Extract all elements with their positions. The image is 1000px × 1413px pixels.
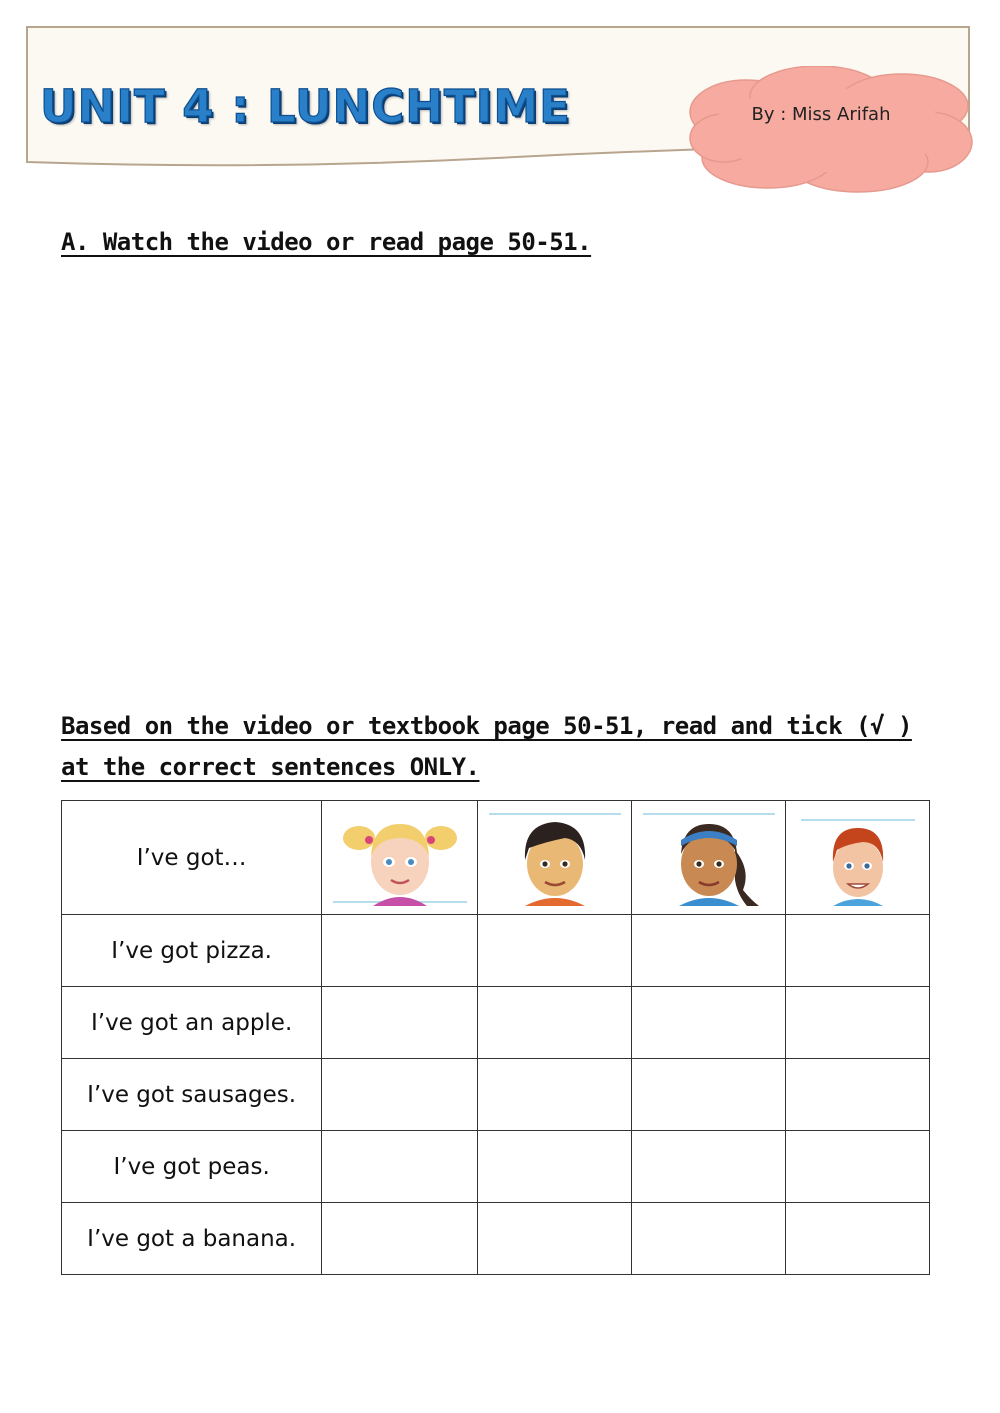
unit-title: UNIT 4 : LUNCHTIME — [40, 80, 571, 133]
girl-headband-braid-icon — [639, 810, 779, 906]
cloud-shape — [688, 66, 974, 194]
tick-box[interactable] — [632, 1203, 786, 1275]
header-label: I’ve got… — [62, 801, 322, 915]
author-label: By : Miss Arifah — [751, 104, 891, 125]
character-cell — [478, 801, 632, 915]
character-cell — [322, 801, 478, 915]
tick-box[interactable] — [786, 987, 930, 1059]
tick-box[interactable] — [632, 1131, 786, 1203]
character-cell — [786, 801, 930, 915]
sentence-cell: I’ve got a banana. — [62, 1203, 322, 1275]
video-area[interactable] — [61, 280, 937, 680]
section-a-heading: A. Watch the video or read page 50-51. — [61, 228, 592, 256]
boy-dark-hair-icon — [485, 810, 625, 906]
sentence-cell: I’ve got an apple. — [62, 987, 322, 1059]
tick-box[interactable] — [322, 915, 478, 987]
tick-box[interactable] — [322, 1203, 478, 1275]
table-row — [62, 1203, 930, 1275]
tick-box[interactable] — [322, 1131, 478, 1203]
girl-blonde-pigtails-icon — [329, 810, 471, 906]
author-cloud — [688, 66, 974, 194]
tick-box[interactable] — [478, 1059, 632, 1131]
tick-box[interactable] — [632, 915, 786, 987]
tick-table — [61, 800, 930, 1275]
tick-box[interactable] — [478, 915, 632, 987]
sentence-cell: I’ve got sausages. — [62, 1059, 322, 1131]
tick-box[interactable] — [786, 1131, 930, 1203]
tick-box[interactable] — [786, 915, 930, 987]
sentence-cell: I’ve got pizza. — [62, 915, 322, 987]
tick-box[interactable] — [632, 1059, 786, 1131]
boy-red-hair-icon — [793, 810, 923, 906]
tick-box[interactable] — [632, 987, 786, 1059]
tick-box[interactable] — [322, 987, 478, 1059]
section-b-instruction: Based on the video or textbook page 50-51, read and tick (√ ) at the correct sentences ONLY. — [61, 712, 912, 781]
tick-box[interactable] — [478, 1131, 632, 1203]
table-row — [62, 1131, 930, 1203]
tick-box[interactable] — [478, 987, 632, 1059]
character-cell — [632, 801, 786, 915]
tick-box[interactable] — [786, 1203, 930, 1275]
tick-box[interactable] — [786, 1059, 930, 1131]
table-row — [62, 987, 930, 1059]
sentence-cell: I’ve got peas. — [62, 1131, 322, 1203]
table-row — [62, 1059, 930, 1131]
tick-box[interactable] — [478, 1203, 632, 1275]
tick-box[interactable] — [322, 1059, 478, 1131]
table-row — [62, 915, 930, 987]
header-row — [62, 801, 930, 915]
